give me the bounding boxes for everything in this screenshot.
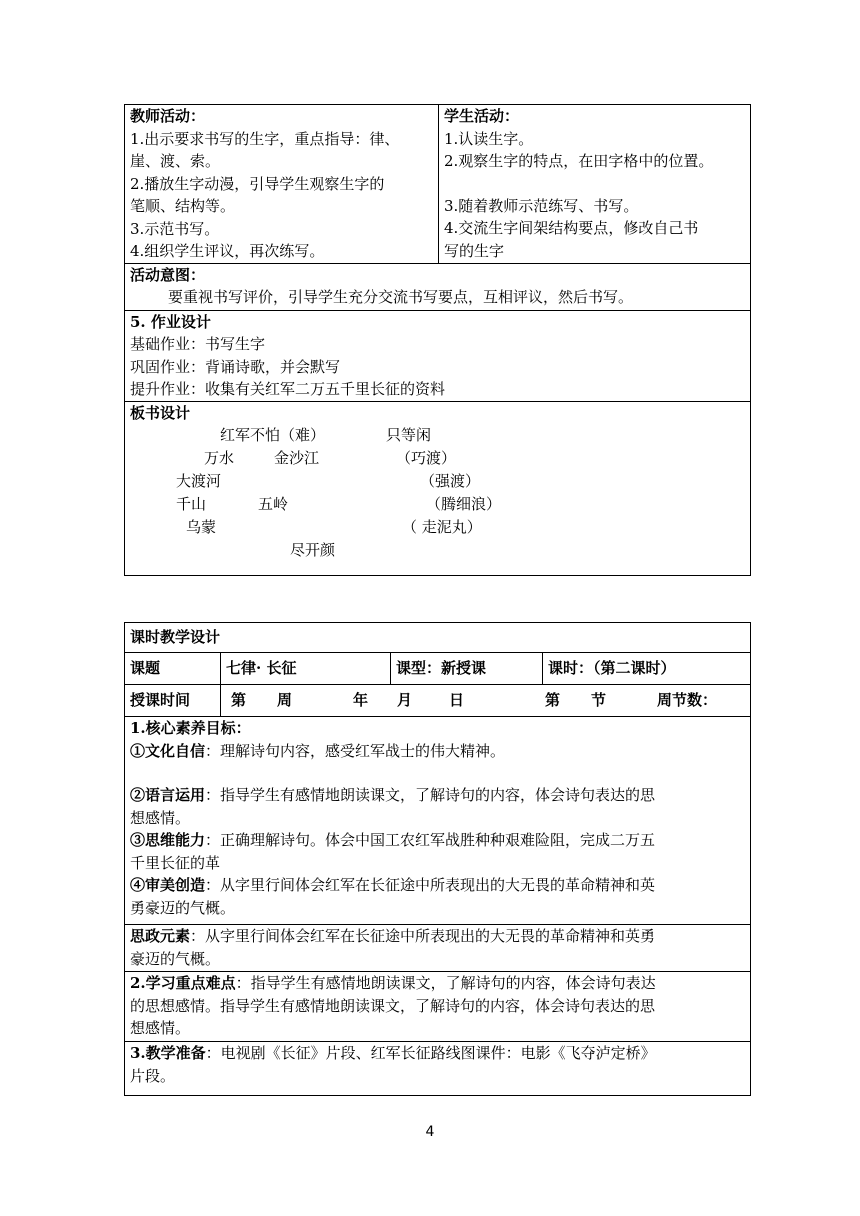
time-day: 日 <box>449 691 465 709</box>
lesson-design-header: 课时教学设计 <box>125 623 751 653</box>
board-item: （ 走泥丸） <box>402 518 482 536</box>
teacher-activity-title: 教师活动： <box>130 107 206 125</box>
keypoints-label: 2.学习重点难点 <box>130 974 236 992</box>
board-item: （腾细浪） <box>426 495 502 513</box>
activity-intent-cell <box>125 263 751 310</box>
teacher-line: 崖、渡、索。 <box>130 152 221 170</box>
time-weekly-count: 周节数： <box>657 691 718 709</box>
student-line: 1.认读生字。 <box>444 129 534 148</box>
board-item: （强渡） <box>420 472 481 490</box>
goal-text: 勇豪迈的气概。 <box>130 898 236 917</box>
board-item: 乌蒙 <box>186 518 217 536</box>
activity-intent-text: 要重视书写评价，引导学生充分交流书写要点，互相评议，然后书写。 <box>168 288 634 306</box>
time-week: 周 <box>277 691 293 709</box>
goal-text: ：指导学生有感情地朗读课文，了解诗句的内容，体会诗句表达的思 <box>205 786 656 804</box>
student-line: 2.观察生字的特点，在田字格中的位置。 <box>444 152 714 170</box>
student-line: 3.随着教师示范练写、书写。 <box>444 196 639 215</box>
goal-text: 千里长征的革 <box>130 853 221 872</box>
time-value-cell <box>221 685 751 717</box>
preparation-text: ：电视剧《长征》片段、红军长征路线图课件：电影《飞夺泸定桥》 <box>205 1044 656 1062</box>
core-goals-title: 1.核心素养目标： <box>130 719 251 737</box>
board-item: 只等闲 <box>386 426 432 444</box>
student-activity-cell <box>439 105 751 264</box>
page-number: 4 <box>425 1124 435 1140</box>
preparation-text: 片段。 <box>130 1066 176 1085</box>
ideology-label: 思政元素 <box>130 927 191 945</box>
preparation-label: 3.教学准备 <box>130 1044 206 1062</box>
ideology-text: 豪迈的气概。 <box>130 949 221 968</box>
homework-line: 巩固作业：背诵诗歌，并会默写 <box>130 357 341 376</box>
goal-text: ：正确理解诗句。体会中国工农红军战胜种种艰难险阻，完成二万五 <box>205 831 656 849</box>
keypoints-text: 的思想感情。指导学生有感情地朗读课文，了解诗句的内容，体会诗句表达的思 <box>130 996 656 1015</box>
time-label: 授课时间 <box>125 685 221 717</box>
topic-label: 课题 <box>125 653 221 685</box>
board-item: 千山 <box>176 495 207 513</box>
teacher-line: 2.播放生字动漫，引导学生观察生字的 <box>130 174 385 193</box>
ideology-cell <box>125 925 751 972</box>
teacher-activity-cell <box>125 105 439 264</box>
homework-title: 5. 作业设计 <box>130 312 211 331</box>
board-design-cell <box>125 401 751 575</box>
preparation-cell <box>125 1042 751 1096</box>
board-design-title: 板书设计 <box>130 403 191 422</box>
goal-label: ②语言运用 <box>130 786 206 804</box>
lesson-period: 课时：（第二课时） <box>543 653 751 685</box>
goal-label: ①文化自信 <box>130 741 206 760</box>
student-line: 写的生字 <box>444 241 505 260</box>
teacher-line: 笔顺、结构等。 <box>130 197 236 215</box>
homework-cell <box>125 310 751 401</box>
homework-line: 提升作业：收集有关红军二万五千里长征的资料 <box>130 380 446 398</box>
topic-value: 七律· 长征 <box>221 653 391 685</box>
board-item: 红军不怕（难） <box>220 426 326 444</box>
goal-blank-line <box>130 762 745 784</box>
teacher-line: 4.组织学生评议，再次练写。 <box>130 242 325 260</box>
board-design-body <box>130 424 745 572</box>
ideology-text: ：从字里行间体会红军在长征途中所表现出的大无畏的革命精神和英勇 <box>190 927 656 945</box>
activity-intent-title: 活动意图： <box>130 265 206 284</box>
teacher-line: 3.示范书写。 <box>130 219 220 238</box>
board-item: 大渡河 <box>176 472 222 490</box>
board-item: 五岭 <box>258 495 289 513</box>
board-item: （巧渡） <box>396 449 457 467</box>
time-section: 节 <box>591 691 607 709</box>
goal-text: ：理解诗句内容，感受红军战士的伟大精神。 <box>205 741 506 760</box>
time-year: 年 <box>353 691 369 709</box>
goal-text: 想感情。 <box>130 808 191 827</box>
table-lesson-design <box>124 622 751 1096</box>
board-item: 金沙江 <box>274 449 320 467</box>
student-line: 4.交流生字间架结构要点，修改自己书 <box>444 219 699 237</box>
student-line-blank <box>444 173 745 195</box>
core-goals-cell <box>125 717 751 925</box>
table-teaching-activities <box>124 104 751 576</box>
time-section-prefix: 第 <box>545 691 561 709</box>
lesson-type: 课型：新授课 <box>391 653 543 685</box>
goal-text: ：从字里行间体会红军在长征途中所表现出的大无畏的革命精神和英 <box>205 876 656 894</box>
keypoints-text: ：指导学生有感情地朗读课文，了解诗句的内容，体会诗句表达 <box>235 974 656 992</box>
goal-label: ④审美创造 <box>130 876 206 894</box>
goal-label: ③思维能力 <box>130 831 206 849</box>
keypoints-cell <box>125 972 751 1042</box>
student-activity-title: 学生活动： <box>444 107 520 125</box>
board-item: 尽开颜 <box>290 541 336 559</box>
time-week-prefix: 第 <box>231 691 247 709</box>
homework-line: 基础作业：书写生字 <box>130 335 266 353</box>
board-item: 万水 <box>204 449 235 467</box>
keypoints-text: 想感情。 <box>130 1019 191 1037</box>
teacher-line: 1.出示要求书写的生字，重点指导：律、 <box>130 129 400 148</box>
time-month: 月 <box>397 691 413 709</box>
